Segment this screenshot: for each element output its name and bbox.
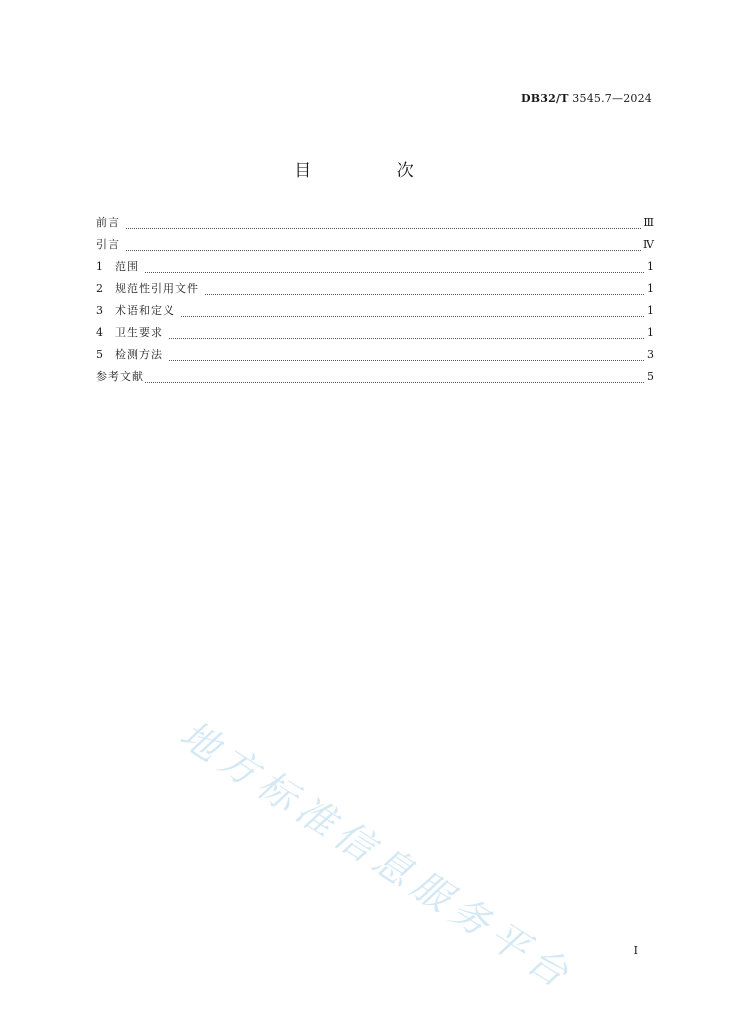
toc-entry-test-methods[interactable] (96, 346, 654, 368)
toc-entry-hygiene-requirements[interactable] (96, 324, 654, 346)
toc-leader (205, 294, 644, 295)
toc-entry-scope[interactable] (96, 258, 654, 280)
toc-entry-page: Ⅳ (643, 238, 654, 251)
toc-entry-label: 卫生要求 (115, 326, 163, 339)
toc-entry-page: 1 (647, 326, 654, 339)
toc-entry-terms-definitions[interactable] (96, 302, 654, 324)
toc-entry-label: 术语和定义 (115, 304, 175, 317)
toc-entry-page: 1 (647, 282, 654, 295)
toc-entry-number: 5 (96, 348, 103, 361)
toc-leader (169, 338, 644, 339)
toc-entry-number: 2 (96, 282, 103, 295)
toc-entry-normative-references[interactable] (96, 280, 654, 302)
toc-leader (126, 250, 641, 251)
toc-entry-page: 5 (647, 370, 654, 383)
toc-entry-label: 前言 (96, 216, 120, 229)
table-of-contents (96, 214, 654, 390)
toc-entry-bibliography[interactable] (96, 368, 654, 390)
standard-code-number: 3545.7—2024 (568, 92, 652, 105)
page-title: 目 次 (294, 161, 454, 181)
toc-entry-label: 规范性引用文件 (115, 282, 199, 295)
toc-entry-page: Ⅲ (643, 216, 654, 229)
standard-code-prefix: DB32/T (521, 92, 569, 105)
toc-entry-page: 1 (647, 260, 654, 273)
watermark-text: 地方标准信息服务平台 (172, 711, 582, 1000)
toc-entry-number: 3 (96, 304, 103, 317)
toc-leader (145, 272, 644, 273)
toc-leader (169, 360, 644, 361)
toc-entry-number: 4 (96, 326, 103, 339)
toc-entry-label: 参考文献 (96, 370, 144, 383)
page-number: I (633, 944, 638, 957)
toc-leader (181, 316, 644, 317)
toc-entry-page: 3 (647, 348, 654, 361)
toc-entry-page: 1 (647, 304, 654, 317)
toc-leader (126, 228, 641, 229)
standard-code (521, 92, 652, 105)
toc-entry-foreword[interactable] (96, 214, 654, 236)
toc-leader (145, 382, 644, 383)
toc-entry-label: 范围 (115, 260, 139, 273)
toc-entry-introduction[interactable] (96, 236, 654, 258)
toc-entry-label: 引言 (96, 238, 120, 251)
toc-entry-number: 1 (96, 260, 103, 273)
toc-entry-label: 检测方法 (115, 348, 163, 361)
